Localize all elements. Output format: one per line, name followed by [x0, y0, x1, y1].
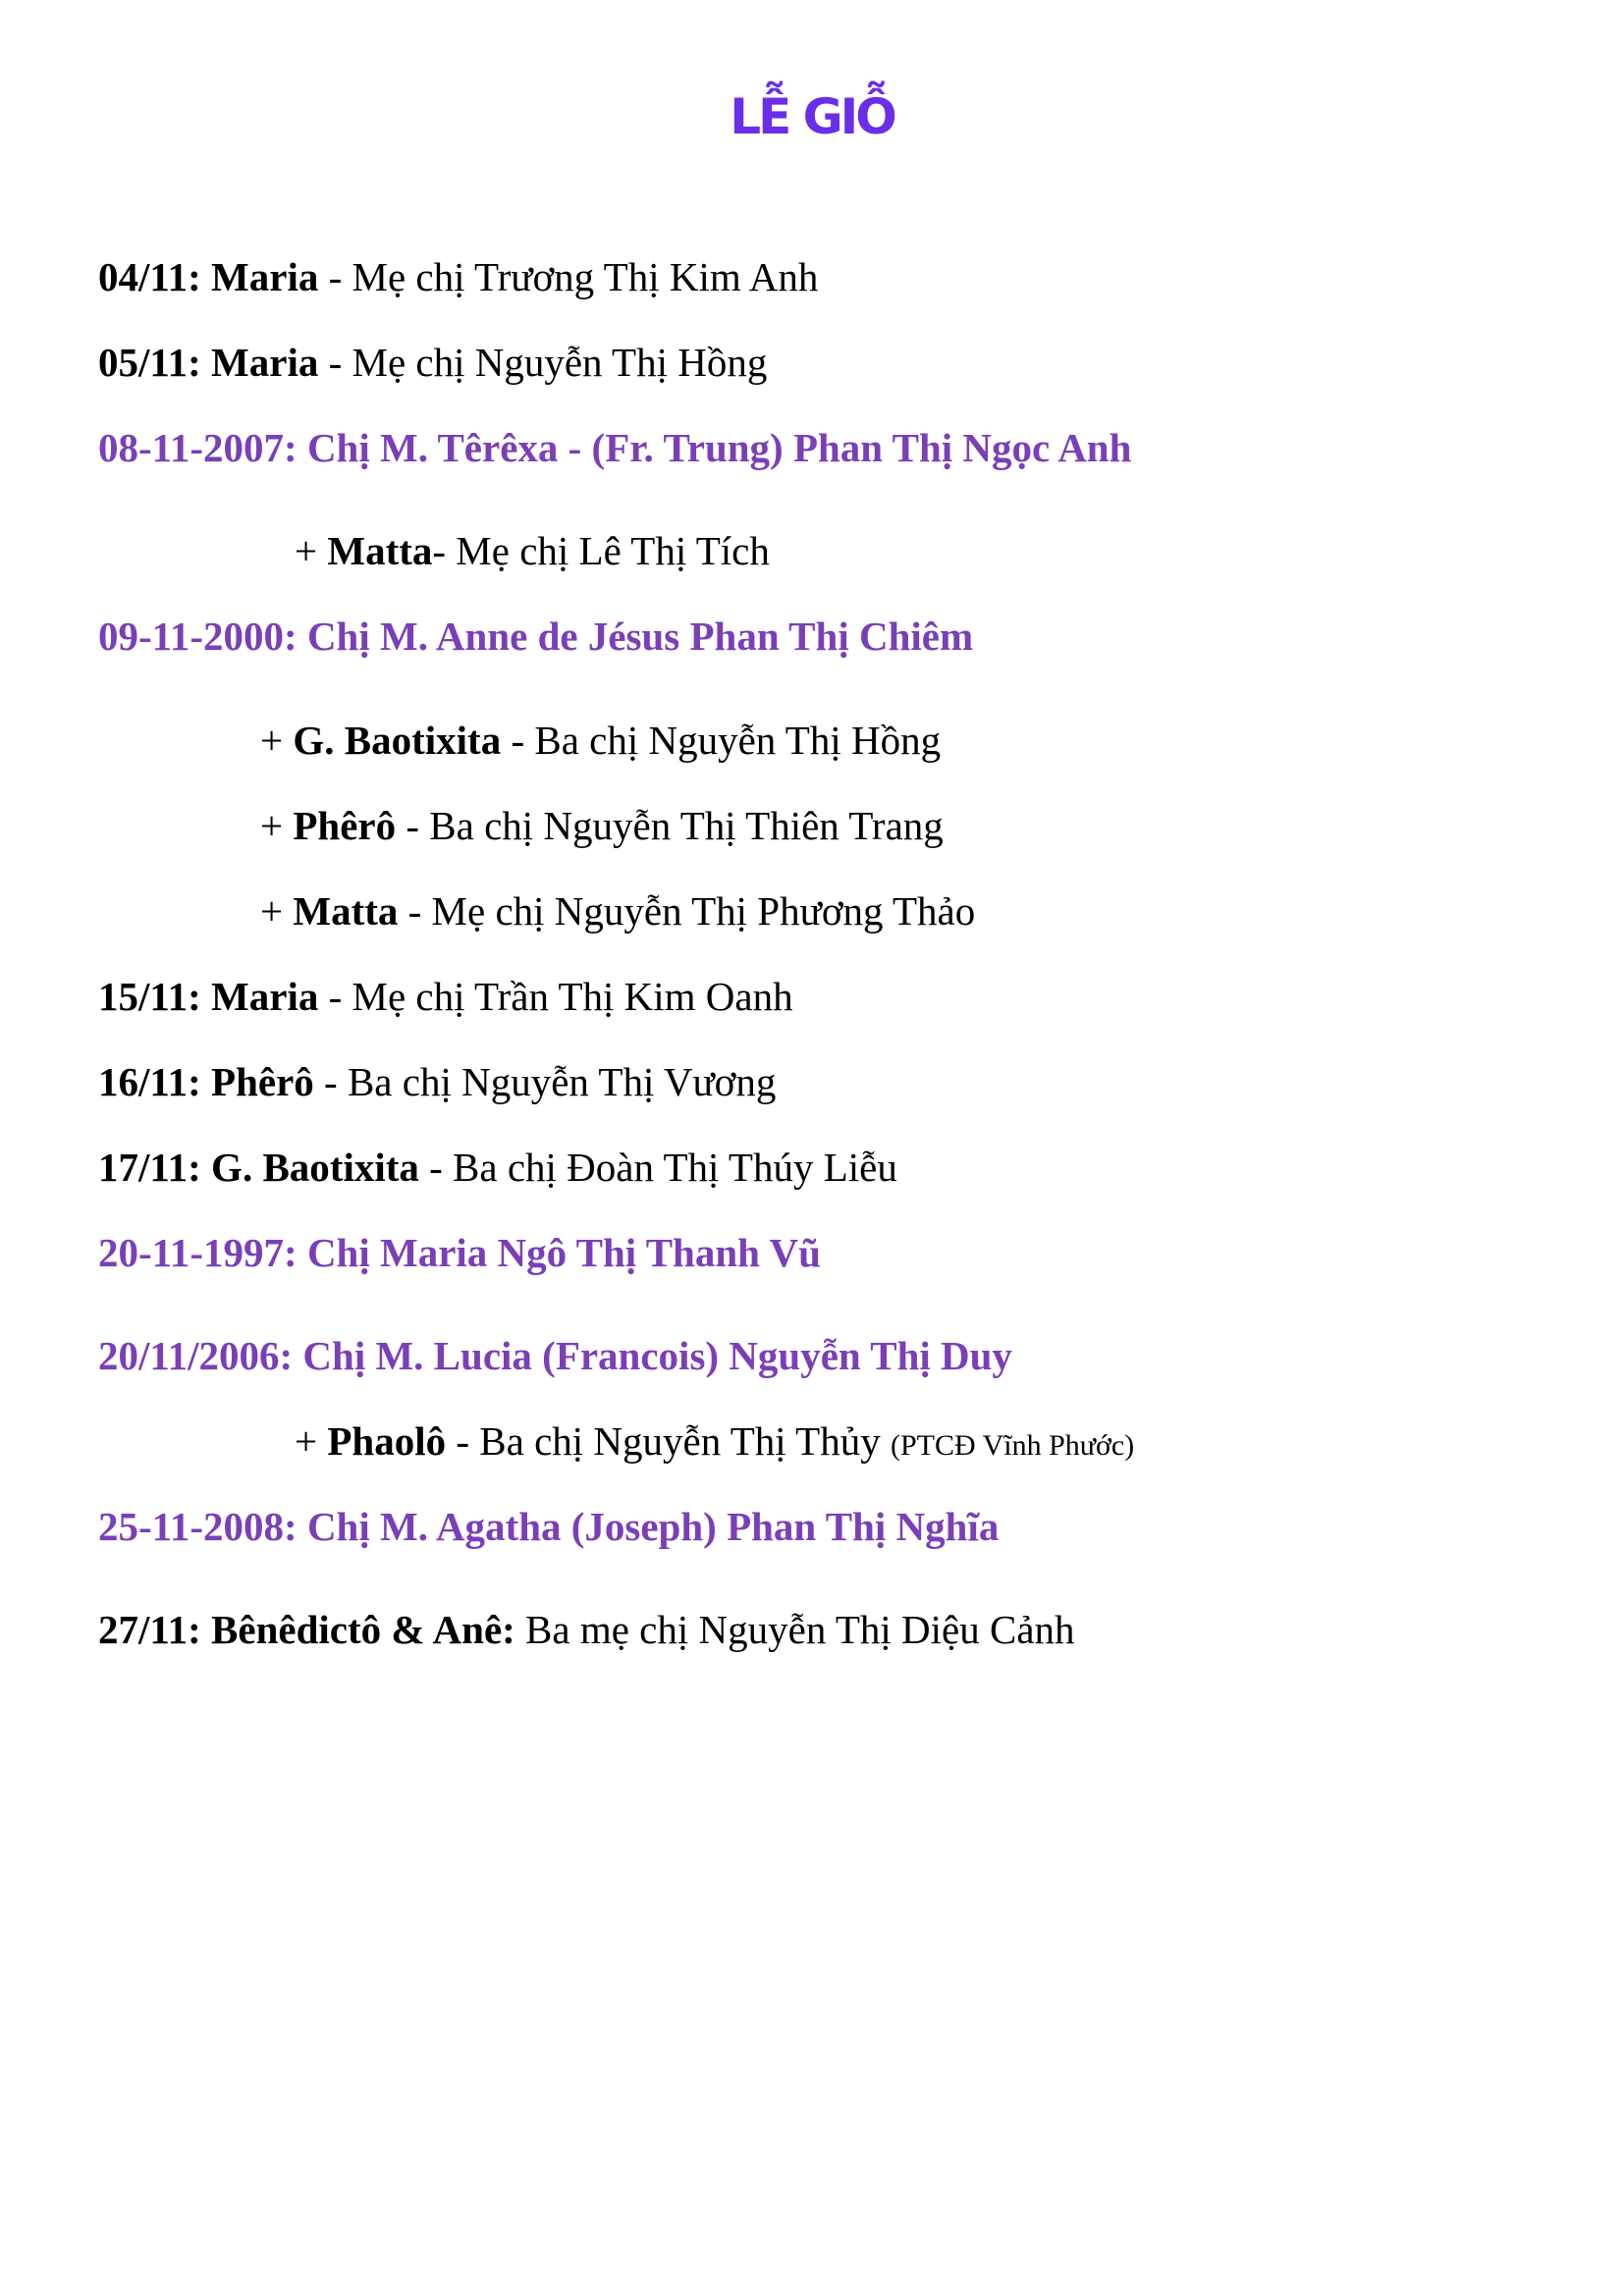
entry-relation: Mẹ chị Lê Thị Tích: [456, 528, 770, 573]
entry-name: Maria: [211, 254, 319, 299]
entry-separator: -: [318, 254, 352, 299]
memorial-entry: [98, 1058, 776, 1105]
member-memorial-entry: 20-11-1997: Chị Maria Ngô Thị Thanh Vũ: [98, 1230, 821, 1275]
entry-name: Bênêdictô & Anê:: [211, 1607, 515, 1652]
entry-date: 16/11:: [98, 1059, 201, 1104]
entry-separator: -: [396, 803, 430, 848]
entry-name: Matta: [293, 888, 399, 934]
plus-marker: +: [260, 803, 294, 848]
plus-marker: +: [295, 1418, 328, 1464]
entry-separator: -: [418, 1145, 454, 1190]
relative-entry: [260, 802, 944, 849]
entry-relation: Mẹ chị Trần Thị Kim Oanh: [352, 974, 793, 1019]
entry-relation: Ba chị Nguyễn Thị Thủy: [479, 1418, 881, 1464]
entry-relation: Mẹ chị Nguyễn Thị Phương Thảo: [431, 888, 976, 934]
entry-date: 04/11:: [98, 254, 201, 299]
relative-entry: [260, 887, 975, 934]
memorial-entry: [98, 1606, 1075, 1653]
entry-name: G. Baotixita: [293, 718, 502, 763]
page-title: LỄ GIỖ: [730, 88, 894, 145]
entry-relation: Mẹ chị Nguyễn Thị Hồng: [352, 340, 768, 385]
entry-name: Phêrô: [211, 1059, 314, 1104]
entry-name: Maria: [211, 974, 319, 1019]
entry-separator: -: [446, 1418, 480, 1464]
plus-marker: +: [260, 718, 294, 763]
member-memorial-entry: 08-11-2007: Chị M. Têrêxa - (Fr. Trung) Phan Thị Ngọc Anh: [98, 425, 1132, 470]
entry-date: 17/11:: [98, 1145, 201, 1190]
entry-relation: Ba mẹ chị Nguyễn Thị Diệu Cảnh: [525, 1607, 1075, 1652]
entry-name: Phaolô: [327, 1418, 447, 1464]
memorial-entry: [98, 1144, 897, 1191]
entry-name: Matta: [327, 528, 433, 573]
entry-relation: Ba chị Nguyễn Thị Hồng: [534, 718, 942, 763]
entry-note: (PTCĐ Vĩnh Phước): [890, 1429, 1135, 1462]
relative-entry: [260, 717, 941, 764]
entry-name: G. Baotixita: [211, 1145, 419, 1190]
entry-separator: -: [398, 888, 432, 934]
entry-relation: Mẹ chị Trương Thị Kim Anh: [352, 254, 819, 299]
entry-date: 05/11:: [98, 340, 201, 385]
plus-marker: +: [295, 528, 328, 573]
relative-entry: [295, 527, 770, 574]
member-memorial-entry: 25-11-2008: Chị M. Agatha (Joseph) Phan Thị Nghĩa: [98, 1504, 1000, 1549]
entry-separator: -: [318, 974, 352, 1019]
member-memorial-entry: 09-11-2000: Chị M. Anne de Jésus Phan Thị Chiêm: [98, 614, 974, 659]
plus-marker: +: [260, 888, 294, 934]
memorial-entry: [98, 339, 767, 386]
entry-relation: Ba chị Đoàn Thị Thúy Liễu: [453, 1145, 897, 1190]
entry-date: 27/11:: [98, 1607, 201, 1652]
memorial-entry: [98, 253, 818, 300]
entry-date: 15/11:: [98, 974, 201, 1019]
entry-name: Phêrô: [293, 803, 397, 848]
entry-relation: Ba chị Nguyễn Thị Vương: [347, 1059, 777, 1104]
entry-separator: -: [318, 340, 352, 385]
memorial-entry: [98, 973, 793, 1020]
entry-separator: -: [501, 718, 535, 763]
entry-name: Maria: [211, 340, 319, 385]
entry-separator: -: [313, 1059, 348, 1104]
entry-relation: Ba chị Nguyễn Thị Thiên Trang: [429, 803, 944, 848]
relative-entry: [295, 1417, 1134, 1469]
member-memorial-entry: 20/11/2006: Chị M. Lucia (Francois) Nguyễn Thị Duy: [98, 1333, 1012, 1378]
entry-separator: [515, 1607, 525, 1652]
entry-separator: -: [432, 528, 457, 573]
